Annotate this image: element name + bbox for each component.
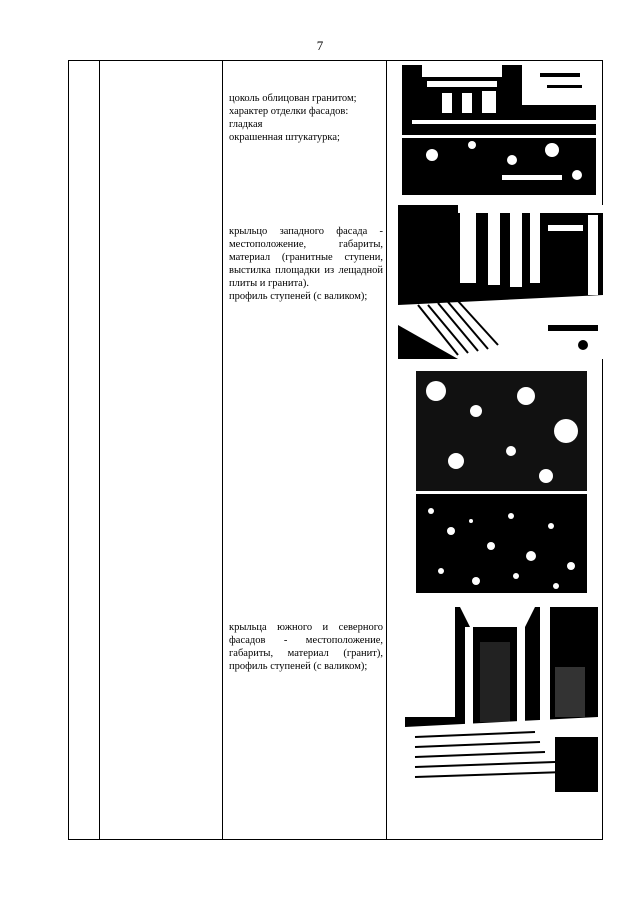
plinth-photo: [402, 65, 596, 195]
text-line: гладкая: [229, 119, 263, 130]
granite-texture-photo: [416, 371, 587, 597]
column-divider-2: [222, 61, 223, 839]
west-porch-photo: [398, 205, 603, 359]
west-porch-description: [229, 225, 383, 303]
page-number: 7: [316, 38, 324, 53]
south-north-porch-photo: [405, 607, 598, 792]
column-divider-3: [386, 61, 387, 839]
column-divider-1: [99, 61, 100, 839]
step-profile-text: профиль ступеней (с валиком);: [229, 291, 368, 302]
text-line: характер отделки фасадов:: [229, 106, 349, 117]
text-line: цоколь облицован гранитом;: [229, 93, 357, 104]
south-north-porch-description: [229, 621, 383, 673]
document-table: [68, 60, 603, 840]
south-north-porch-text: крыльца южного и северного фасадов - местоположение, габариты, материал (гранит), профиль ступеней (с валиком);: [229, 622, 383, 672]
text-line: окрашенная штукатурка;: [229, 132, 340, 143]
west-porch-text: крыльцо западного фасада - местоположение, габариты, материал (гранитные ступени, выстилка площадки из лещадной плиты и гранита).: [229, 226, 383, 289]
plinth-facade-description: [229, 92, 383, 144]
